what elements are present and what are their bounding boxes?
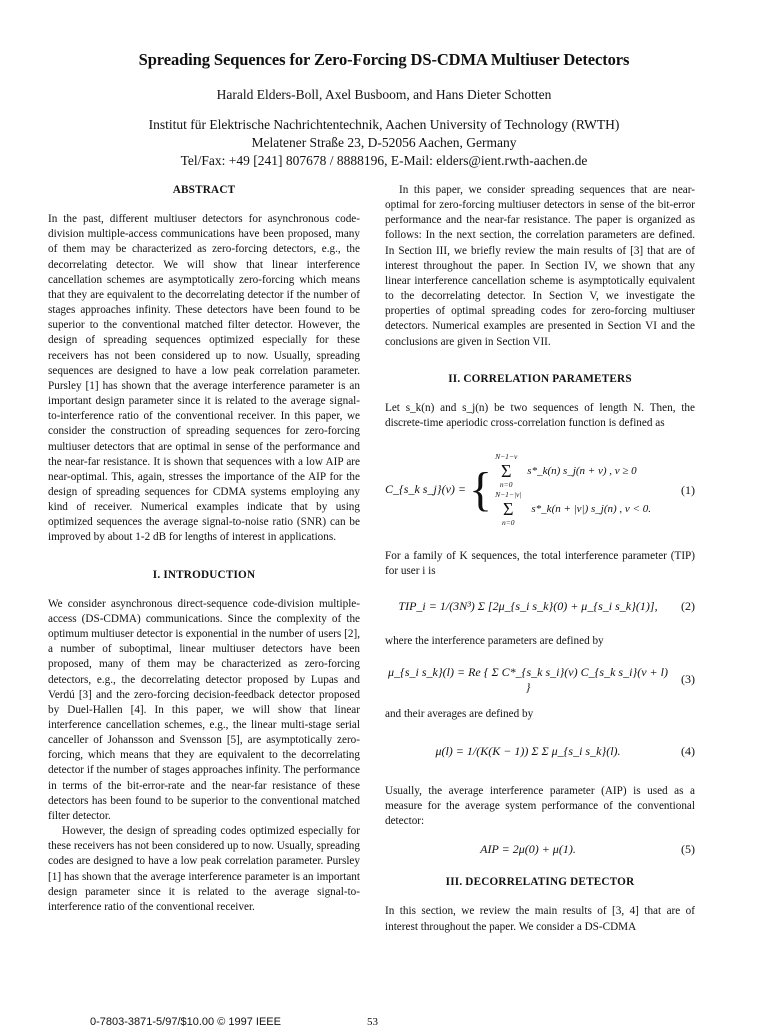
eq1-cases <box>495 452 651 528</box>
equation-1 <box>385 445 695 535</box>
page-number: 53 <box>367 1016 378 1028</box>
right-paragraph-4: where the interference parameters are defined by <box>385 634 604 647</box>
right-paragraph-2: Let s_k(n) and s_j(n) be two sequences of length N. Then, the discrete-time aperiodic cross-correlation function is defined as <box>385 401 695 430</box>
eq1-sum-2: N−1−|ν| Σ n=0 <box>495 490 522 528</box>
eq1-row-1: s*_k(n) s_j(n + ν) , ν ≥ 0 <box>527 464 637 477</box>
right-paragraph-5: and their averages are defined by <box>385 707 534 720</box>
section3-heading: III. DECORRELATING DETECTOR <box>445 876 635 889</box>
right-paragraph-6: Usually, the average interference parameter (AIP) is used as a measure for the average system performance of the conventional detector: <box>385 784 695 828</box>
affiliation-block <box>0 116 768 170</box>
introduction-heading: I. INTRODUCTION <box>152 568 256 581</box>
right-paragraph-3: For a family of K sequences, the total interference parameter (TIP) for user i is <box>385 550 695 578</box>
equation-2 <box>385 588 695 626</box>
copyright-footer: 0-7803-3871-5/97/$10.00 © 1997 IEEE <box>90 1016 281 1028</box>
eq3-math: μ_{s_i s_k}(l) = Re { Σ C*_{s_k s_i}(ν) C_{s_k s_i}(ν + l) } <box>388 664 668 694</box>
eq1-row-2: s*_k(n + |ν|) s_j(n) , ν < 0. <box>531 502 651 515</box>
affiliation-address: Melatener Straße 23, D-52056 Aachen, Germany <box>251 135 517 150</box>
eq1-brace: { <box>469 463 493 517</box>
equation-5 <box>385 839 695 859</box>
affiliation-institute: Institut für Elektrische Nachrichtentechnik, Aachen University of Technology (RWTH) <box>148 117 620 132</box>
paper-authors: Harald Elders-Boll, Axel Busboom, and Hans Dieter Schotten <box>216 87 552 102</box>
eq3-number: (3) <box>681 672 695 687</box>
paper-title: Spreading Sequences for Zero-Forcing DS-CDMA Multiuser Detectors <box>138 50 630 69</box>
eq4-number: (4) <box>681 744 695 759</box>
eq1-sum-1: N−1−ν Σ n=0 <box>495 452 518 490</box>
right-paragraph-1: In this paper, we consider spreading sequences that are near-optimal for zero-forcing multiuser detectors in sense of the bit-error performance and the near-far resistance. The paper is organized as follows: In the next section, the correlation parameters are defined. In Section III, we briefly review the main results of [3] that are of interest throughout the paper. In Section IV, we shown that any linear interference cancellation scheme is asymptotically equivalent to the decorrelating detector. In Section V, we investigate the properties of optimal spreading codes for zero-forcing multiuser detectors. Numerical examples are presented in Section VI and the conclusions are given in Section VII. <box>385 184 695 348</box>
left-column <box>48 183 360 915</box>
eq1-number: (1) <box>681 482 695 497</box>
intro-paragraph-2: However, the design of spreading codes optimized especially for these receivers has not been considered up to now. Usually, spreading codes are designed to have a low peak correlation parameter. Pursley [1] has shown that the average interference parameter is an important design parameter since it is related to the average signal-to-interference ratio of the conventional receiver. <box>48 825 360 913</box>
eq2-math: TIP_i = 1/(3N³) Σ [2μ_{s_i s_k}(0) + μ_{s_i s_k}(1)], <box>398 598 658 613</box>
eq5-number: (5) <box>681 841 695 856</box>
eq5-math: AIP = 2μ(0) + μ(1). <box>480 841 576 856</box>
equation-4 <box>385 730 695 774</box>
abstract-heading: ABSTRACT <box>172 184 236 196</box>
right-paragraph-7: In this section, we review the main results of [3, 4] that are of interest throughout the paper. We consider a DS-CDMA <box>385 905 695 933</box>
abstract-text: In the past, different multiuser detectors for asynchronous code-division multiple-access communications have been proposed, many of them may be characterized as zero-forcing detectors, e.g., the decorrelating detector. We will show that linear interference cancellation schemes are asymptotically zero-forcing which means that they are equivalent to the decorrelating detector if the number of stages approaches infinity. These detectors have been found to be superior to the conventional matched filter detector. However, the design of spreading sequences optimized especially for these receivers has not been considered up to now. Usually, spreading sequences are designed to have a low peak correlation parameter. Pursley [1] has shown that the average interference parameter is an important design parameter since it is related to the average signal-to-interference ratio of the conventional receiver. In this paper, we consider the construction of spreading sequences for zero-forcing multiuser detectors that are optimal in sense of the performance and the near-far resistance. It is shown that sequences with a low AIP are near-optimal. This, again, stresses the importance of the AIP for the design of spreading sequences for CDMA systems employing any kind of receiver. Numerical examples indicate that by using optimized sequences the average signal-to-noise ratio (SNR) can be improved by about 1-2 dB for lengths of interest in applications. <box>48 213 360 544</box>
equation-3 <box>385 659 695 701</box>
right-column <box>385 183 695 935</box>
affiliation-contact: Tel/Fax: +49 [241] 807678 / 8888196, E-Mail: elders@ient.rwth-aachen.de <box>180 153 588 168</box>
eq1-lhs: C_{s_k s_j}(ν) = <box>385 481 467 496</box>
eq2-number: (2) <box>681 598 695 613</box>
eq4-math: μ(l) = 1/(K(K − 1)) Σ Σ μ_{s_i s_k}(l). <box>435 744 621 759</box>
intro-paragraph-1: We consider asynchronous direct-sequence code-division multiple-access (DS-CDMA) communications. Since the complexity of the optimum multiuser detector is exponential in the number of users [2], a number of suboptimal, linear multiuser detectors have been proposed, many of them may be characterized as zero-forcing detectors, e.g., the decorrelating detector proposed by Lupas and Verdú [3] and the zero-forcing decision-feedback detector proposed by Duel-Hallen [4]. In this paper, we will show that linear interference cancellation schemes, e.g., the linear multi-stage serial canceller of Johansson and Svensson [5], are asymptotically zero-forcing, which means that they are equivalent to the decorrelating detector if the number of stages approaches infinity. The performance in terms of the bit-error-rate and the near-far resistance of these detectors has been found to be superior to the conventional matched filter detector. <box>48 597 360 822</box>
section2-heading: II. CORRELATION PARAMETERS <box>448 372 632 385</box>
